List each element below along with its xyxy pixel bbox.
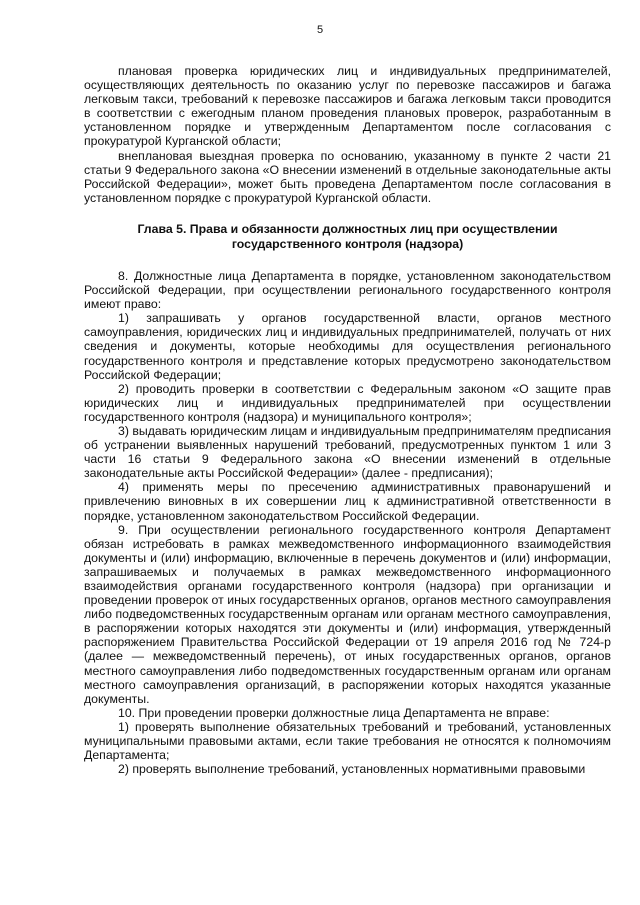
paragraph-right-4: 4) применять меры по пресечению административных правонарушений и привлечению виновных в их совершении лиц к административной ответственности в порядке, установленном законодательством Российской Федерации.	[84, 480, 611, 523]
page-number: 5	[316, 24, 324, 36]
paragraph-prohibition-1: 1) проверять выполнение обязательных требований и требований, установленных муниципальными правовыми актами, если такие требования не относятся к полномочиям Департамента;	[84, 719, 611, 763]
paragraph-prohibition-2: 2) проверять выполнение требований, установленных нормативными правовыми	[118, 762, 586, 777]
paragraph-right-2: 2) проводить проверки в соответствии с Федеральным законом «О защите прав юридических лиц и индивидуальных предпринимателей при осуществлении государственного контроля (надзора) и муниципального контроля»;	[84, 381, 611, 424]
paragraph-planned-inspection: плановая проверка юридических лиц и индивидуальных предпринимателей, осуществляющих деятельность по оказанию услуг по перевозке пассажиров и багажа легковым такси, требований к перевозке пассажиров и багажа легковым такси проводится в соответствии с ежегодным планом проведения плановых проверок, разработанным в установленном порядке и утвержденным Департаментом после согласования с прокуратурой Курганской области;	[84, 64, 611, 149]
paragraph-unscheduled-inspection: внеплановая выездная проверка по основанию, указанному в пункте 2 части 21 статьи 9 Федерального закона «О внесении изменений в отдельные законодательные акты Российской Федерации», может быть проведена Департаментом после согласования в установленном порядке с прокуратурой Курганской области.	[84, 148, 611, 205]
paragraph-item-9: 9. При осуществлении регионального государственного контроля Департамент обязан истребовать в рамках межведомственного информационного взаимодействия документы и (или) информацию, включенные в перечень документов и (или) информации, запрашиваемых и получаемых в рамках межведомственного информационного взаимодействия органами государственного контроля (надзора) при организации и проведении проверок от иных государственных органов, органов местного самоуправления либо подведомственных государственным органам или органам местного самоуправления, в распоряжении которых находятся эти документы и (или) информация, утвержденный распоряжением Правительства Российской Федерации от 19 апреля 2016 год № 724-р (далее — межведомственный перечень), от иных государственных органов, органов местного самоуправления либо подведомственных государственным органам или органам местного самоуправления организаций, в распоряжении которых находятся указанные документы.	[84, 522, 611, 706]
paragraph-right-1: 1) запрашивать у органов государственной власти, органов местного самоуправления, юридических лиц и индивидуальных предпринимателей, получать от них сведения и документы, которые необходимы для осуществления регионального государственного контроля и представление которых предусмотрено законодательством Российской Федерации;	[84, 311, 611, 382]
chapter-heading: Глава 5. Права и обязанности должностных лиц при осуществлении государственного контроля (надзора)	[137, 221, 558, 251]
paragraph-right-3: 3) выдавать юридическим лицам и индивидуальным предпринимателям предписания об устранении выявленных нарушений требований, предусмотренных пунктом 1 или 3 части 16 статьи 9 Федерального закона «О внесении изменений в отдельные законодательные акты Российской Федерации» (далее - предписания);	[84, 423, 611, 481]
document-body	[84, 64, 611, 776]
paragraph-item-10: 10. При проведении проверки должностные лица Департамента не вправе:	[118, 705, 550, 720]
paragraph-item-8: 8. Должностные лица Департамента в порядке, установленном законодательством Российской Федерации, при осуществлении регионального государственного контроля имеют право:	[84, 268, 611, 312]
